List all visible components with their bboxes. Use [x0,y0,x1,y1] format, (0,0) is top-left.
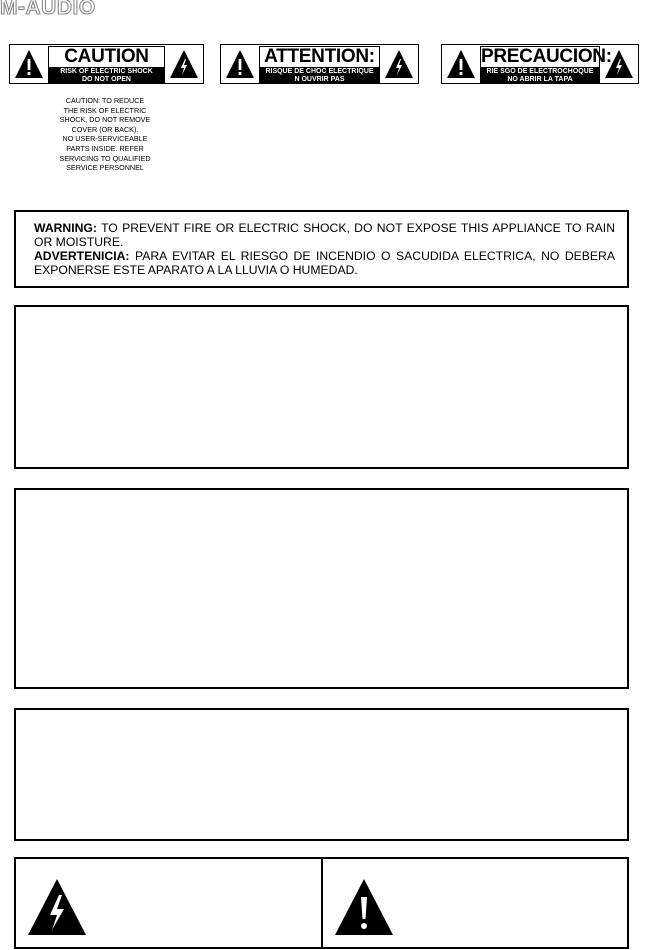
caution-note-line: SERVICING TO QUALIFIED [59,153,151,163]
symbol-cell-lightning [16,859,321,947]
lightning-triangle-icon [26,877,88,937]
advertencia-text: PARA EVITAR EL RIESGO DE INCENDIO O SACUDIDA ELECTRICA, NO DEBERA EXPONERSE ESTE APARATO A LA LLUVIA O HUMEDAD. [34,249,615,277]
exclamation-triangle-icon [14,49,44,79]
symbol-cell-exclamation [321,859,628,947]
caution-note-line: SHOCK, DO NOT REMOVE [59,115,151,125]
precaucion-label [441,44,639,84]
label-line: NO ABRIR LA TAPA [507,76,573,83]
caution-note [40,96,170,173]
brand-logo: M-AUDIO [0,0,96,19]
label-title: PRECAUCION: [481,46,612,67]
exclamation-triangle-icon [446,49,476,79]
label-line: DO NOT OPEN [81,76,131,83]
warning-box [14,210,629,288]
exclamation-triangle-icon [333,877,395,937]
caution-note-line: COVER (OR BACK). [71,124,139,134]
empty-box-1 [14,305,629,469]
warning-label: WARNING: [34,221,97,235]
label-line: RISK OF ELECTRIC SHOCK [60,68,153,75]
empty-box-2 [14,488,629,689]
caution-note-line: CAUTION: TO REDUCE [65,96,145,105]
advertencia-label: ADVERTENICIA: [34,249,130,263]
label-line: N OUVRIR PAS [294,76,345,83]
lightning-triangle-icon [604,49,634,79]
exclamation-triangle-icon [225,49,255,79]
label-title: ATTENTION: [259,46,380,67]
label-line: RIE SGO DE ELECTROCHOQUE [486,68,594,75]
empty-box-3 [14,708,629,841]
label-line: RISQUE DE CHOC ELECTRIQUE [265,68,374,75]
warning-english [34,221,615,249]
attention-label [220,44,419,84]
lightning-triangle-icon [384,49,414,79]
label-title: CAUTION [48,46,165,67]
warning-text: TO PREVENT FIRE OR ELECTRIC SHOCK, DO NOT EXPOSE THIS APPLIANCE TO RAIN OR MOISTURE. [34,221,615,249]
lightning-triangle-icon [169,49,199,79]
symbol-table [14,857,629,949]
caution-note-line: THE RISK OF ELECTRIC [63,105,147,115]
caution-note-line: NO USER-SERVICEABLE [62,134,148,144]
caution-note-line: PARTS INSIDE. REFER [66,143,144,153]
warning-spanish [34,249,615,277]
caution-label [9,44,204,84]
caution-note-line: SERVICE PERSONNEL [66,163,144,173]
